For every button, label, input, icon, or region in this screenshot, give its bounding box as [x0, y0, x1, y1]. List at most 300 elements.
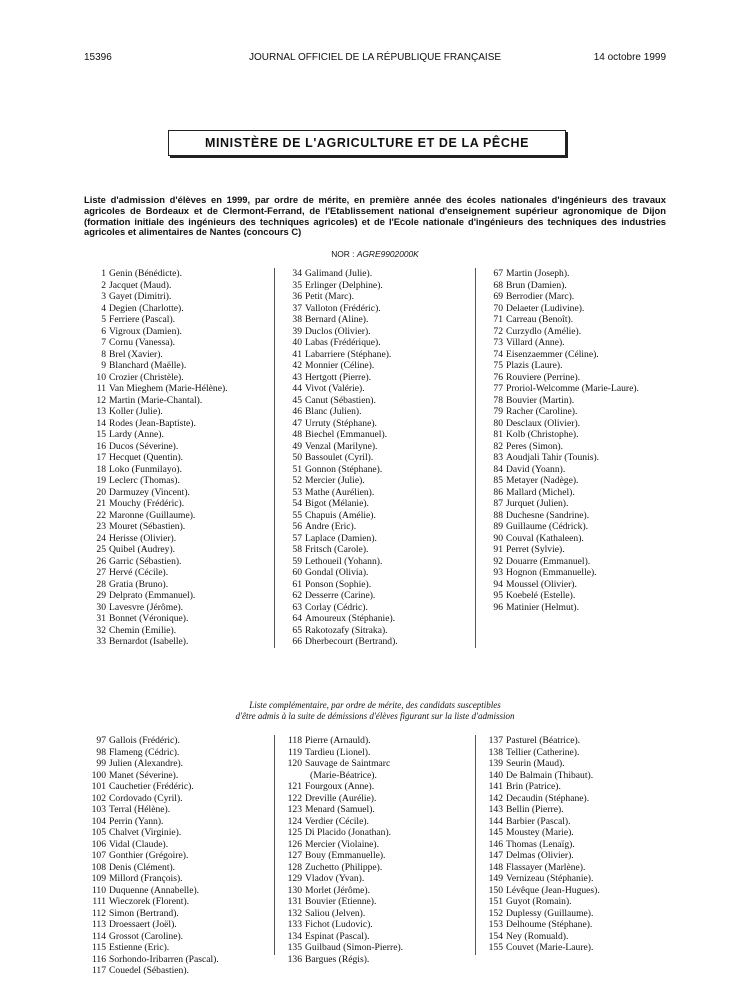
- list-item: [280, 793, 470, 805]
- list-item: [84, 326, 269, 338]
- list-item: [84, 349, 269, 361]
- list-item: [84, 372, 269, 384]
- list-item: [280, 395, 470, 407]
- candidate-name: Couval (Kathaleen).: [506, 532, 584, 544]
- rank-number: 3: [101, 291, 106, 302]
- list-item: [280, 521, 470, 533]
- rank-number: 32: [96, 624, 106, 636]
- rank-number: 97: [96, 735, 106, 746]
- rank-number: 14: [96, 417, 106, 429]
- list-item: [280, 441, 470, 453]
- candidate-name: Duclos (Olivier).: [305, 325, 371, 337]
- candidate-name: Mathe (Aurélien).: [305, 486, 375, 498]
- rank-number: 79: [493, 406, 503, 417]
- rank-number: 28: [96, 578, 106, 590]
- candidate-name: Hognon (Emmanuelle).: [506, 567, 597, 578]
- list-item: [481, 498, 671, 510]
- rank-number: 107: [91, 850, 106, 861]
- list-item: [481, 326, 671, 338]
- list-item: [84, 942, 269, 954]
- list-item: [280, 839, 470, 851]
- list-item: [481, 303, 671, 315]
- candidate-name: Millord (François).: [109, 873, 183, 884]
- candidate-name: Kolb (Christophe).: [506, 429, 579, 440]
- candidate-name: Manet (Séverine).: [109, 769, 179, 781]
- rank-number: 22: [96, 509, 106, 521]
- rank-number: 142: [488, 792, 503, 804]
- rank-number: 131: [287, 896, 302, 907]
- list-item: [280, 919, 470, 931]
- rank-number: 30: [96, 601, 106, 613]
- list-item: [84, 475, 269, 487]
- rank-number: 143: [488, 804, 503, 815]
- list-item: [280, 590, 470, 602]
- rank-number: 65: [292, 624, 302, 636]
- candidate-name: Blanc (Julien).: [305, 406, 362, 417]
- list-item: [481, 804, 671, 816]
- list-item: [481, 452, 671, 464]
- list-item: [280, 602, 470, 614]
- rank-number: 123: [287, 804, 302, 815]
- list-item: [84, 781, 269, 793]
- candidate-name: Di Placido (Jonathan).: [305, 827, 392, 838]
- rank-number: 16: [96, 440, 106, 452]
- candidate-name: Pasturel (Béatrice).: [506, 735, 581, 746]
- list-item: [280, 268, 470, 280]
- rank-number: 19: [96, 475, 106, 486]
- list-item: [84, 556, 269, 568]
- list-item: [84, 521, 269, 533]
- candidate-name: Bernardot (Isabelle).: [109, 636, 189, 647]
- rank-number: 147: [488, 850, 503, 861]
- list-item: [280, 885, 470, 897]
- list-item: [280, 613, 470, 625]
- rank-number: 26: [96, 555, 106, 567]
- candidate-name: Proriol-Welcomme (Marie-Laure).: [506, 383, 639, 394]
- candidate-name: Degien (Charlotte).: [109, 302, 184, 314]
- candidate-name: Wieczorek (Florent).: [109, 896, 190, 907]
- candidate-name: Bouvier (Martin).: [506, 394, 575, 406]
- candidate-name: Berrodier (Marc).: [506, 291, 575, 302]
- list-item: [84, 441, 269, 453]
- list-item: [84, 896, 269, 908]
- rank-number: 87: [493, 498, 503, 509]
- rank-number: 152: [488, 907, 503, 919]
- rank-number: 13: [96, 406, 106, 417]
- candidate-name: Terral (Hélène).: [109, 804, 171, 815]
- candidate-name: Duchesne (Sandrine).: [506, 509, 590, 521]
- candidate-name: Vidal (Claude).: [109, 838, 169, 850]
- rank-number: 90: [493, 532, 503, 544]
- rank-number: 34: [292, 268, 302, 279]
- list-item: [280, 452, 470, 464]
- rank-number: 128: [287, 861, 302, 873]
- candidate-name: Dherbecourt (Bertrand).: [305, 636, 398, 647]
- candidate-name: Canut (Sébastien).: [305, 394, 376, 406]
- list-item: [481, 268, 671, 280]
- list-item: [84, 337, 269, 349]
- list-item: [280, 850, 470, 862]
- candidate-name: Tardieu (Lionel).: [305, 746, 371, 758]
- rank-number: 133: [287, 919, 302, 930]
- list-item: [84, 862, 269, 874]
- list-item: [280, 556, 470, 568]
- candidate-name: Fritsch (Carole).: [305, 544, 369, 555]
- list-item: [280, 827, 470, 839]
- rank-number: 151: [488, 896, 503, 907]
- list-item: [84, 590, 269, 602]
- list-item: [481, 337, 671, 349]
- candidate-name: Perrin (Yann).: [109, 815, 164, 827]
- candidate-name: Bernard (Aline).: [305, 314, 369, 325]
- rank-number: 139: [488, 758, 503, 769]
- column-divider: [475, 735, 476, 955]
- candidate-name: Rodes (Jean-Baptiste).: [109, 417, 196, 429]
- rank-number: 99: [96, 758, 106, 769]
- list-item: [84, 885, 269, 897]
- list-item: [280, 781, 470, 793]
- rank-number: 49: [292, 440, 302, 452]
- list-item: [84, 850, 269, 862]
- candidate-name: Grossot (Caroline).: [109, 930, 184, 942]
- candidate-name: Lardy (Anne).: [109, 429, 164, 440]
- candidate-name: Zuchetto (Philippe).: [305, 861, 383, 873]
- rank-number: 112: [91, 907, 106, 919]
- list-item: [84, 636, 269, 648]
- list-item: [84, 625, 269, 637]
- list-item: [481, 349, 671, 361]
- candidate-name: Bouy (Emmanuelle).: [305, 850, 386, 861]
- candidate-name: Leclerc (Thomas).: [109, 475, 180, 486]
- rank-number: 138: [488, 746, 503, 758]
- rank-number: 73: [493, 337, 503, 348]
- candidate-name: Thomas (Lenaïg).: [506, 838, 575, 850]
- candidate-name: Guilbaud (Simon-Pierre).: [305, 942, 404, 953]
- candidate-name: Laplace (Damien).: [305, 532, 377, 544]
- rank-number: 155: [488, 942, 503, 953]
- list-item: [280, 625, 470, 637]
- rank-number: 103: [91, 804, 106, 815]
- rank-number: 120: [287, 758, 302, 769]
- candidate-name: Droessaert (Joël).: [109, 919, 177, 930]
- list-item: [481, 850, 671, 862]
- candidate-name: Saliou (Jelven).: [305, 907, 366, 919]
- list-item: [481, 590, 671, 602]
- rank-number: 93: [493, 567, 503, 578]
- rank-number: 61: [292, 578, 302, 590]
- rank-number: 130: [287, 884, 302, 896]
- list-item: [481, 758, 671, 770]
- rank-number: 44: [292, 383, 302, 394]
- candidate-name: Gondal (Olivia).: [305, 567, 369, 578]
- rank-number: 52: [292, 475, 302, 486]
- list-item: [481, 839, 671, 851]
- rank-number: 100: [91, 769, 106, 781]
- list-item: [280, 873, 470, 885]
- list-item: [280, 280, 470, 292]
- list-item: [280, 326, 470, 338]
- list-item: [481, 487, 671, 499]
- list-item: [481, 395, 671, 407]
- list-item: [481, 781, 671, 793]
- page-number: 15396: [84, 52, 112, 63]
- list-item: [84, 395, 269, 407]
- list-item: [280, 498, 470, 510]
- rank-number: 38: [292, 314, 302, 325]
- rank-number: 122: [287, 792, 302, 804]
- candidate-name: Crozier (Christèle).: [109, 371, 184, 383]
- rank-number: 119: [287, 746, 302, 758]
- candidate-name: Brun (Damien).: [506, 279, 567, 291]
- rank-number: 101: [91, 781, 106, 792]
- candidate-name: Rakotozafy (Sitraka).: [305, 624, 388, 636]
- rank-number: 71: [493, 314, 503, 325]
- rank-number: 78: [493, 394, 503, 406]
- rank-number: 81: [493, 429, 503, 440]
- rank-number: 5: [101, 314, 106, 325]
- rank-number: 91: [493, 544, 503, 555]
- list-item: [481, 372, 671, 384]
- list-item: [481, 747, 671, 759]
- rank-number: 18: [96, 463, 106, 475]
- list-item: [84, 770, 269, 782]
- list-item: [280, 303, 470, 315]
- list-item: [84, 567, 269, 579]
- list-item: [481, 314, 671, 326]
- candidate-name: Gallois (Frédéric).: [109, 735, 180, 746]
- rank-number: 82: [493, 440, 503, 452]
- candidate-name: Seurin (Maud).: [506, 758, 565, 769]
- rank-number: 11: [96, 383, 106, 394]
- list-item: [280, 896, 470, 908]
- candidate-name: Hertgott (Pierre).: [305, 371, 372, 383]
- rank-number: 24: [96, 532, 106, 544]
- list-item: [84, 510, 269, 522]
- rank-number: 47: [292, 417, 302, 429]
- list-item-continuation: (Marie-Béatrice).: [310, 769, 377, 781]
- candidate-name: Valloton (Frédéric).: [305, 302, 381, 314]
- list-item: [280, 954, 470, 966]
- rank-number: 92: [493, 555, 503, 567]
- list-item: [84, 931, 269, 943]
- complementary-list-heading: [84, 700, 666, 722]
- candidate-name: Simon (Bertrand).: [109, 907, 179, 919]
- candidate-name: Moussel (Olivier).: [506, 578, 577, 590]
- rank-number: 53: [292, 486, 302, 498]
- list-item: [481, 441, 671, 453]
- admission-column-3: [481, 268, 671, 613]
- list-item: [481, 793, 671, 805]
- column-divider: [475, 268, 476, 648]
- candidate-name: Delhoume (Stéphane).: [506, 919, 593, 930]
- ministry-title-box: [168, 130, 566, 156]
- rank-number: 56: [292, 521, 302, 532]
- rank-number: 86: [493, 486, 503, 498]
- rank-number: 115: [91, 942, 106, 953]
- candidate-name: Andre (Eric).: [305, 521, 357, 532]
- candidate-name: Lethoueil (Yohann).: [305, 555, 383, 567]
- list-item: [481, 931, 671, 943]
- rank-number: 35: [292, 279, 302, 291]
- candidate-name: Labas (Frédérique).: [305, 337, 381, 348]
- rank-number: 125: [287, 827, 302, 838]
- rank-number: 135: [287, 942, 302, 953]
- rank-number: 116: [91, 953, 106, 965]
- list-item: [280, 418, 470, 430]
- list-item: [481, 862, 671, 874]
- rank-number: 50: [292, 452, 302, 463]
- candidate-name: Peres (Simon).: [506, 440, 564, 452]
- candidate-name: Lavesvre (Jérôme).: [109, 601, 184, 613]
- rank-number: 2: [101, 279, 106, 291]
- list-item: [84, 965, 269, 977]
- publication-date: 14 octobre 1999: [593, 52, 666, 63]
- list-item: [481, 908, 671, 920]
- rank-number: 134: [287, 930, 302, 942]
- list-item: [84, 919, 269, 931]
- list-item: [280, 510, 470, 522]
- candidate-name: Urruty (Stéphane).: [305, 417, 377, 429]
- list-item: [481, 544, 671, 556]
- rank-number: 104: [91, 815, 106, 827]
- list-item: [84, 827, 269, 839]
- rank-number: 64: [292, 613, 302, 624]
- rank-number: 149: [488, 873, 503, 884]
- rank-number: 1: [101, 268, 106, 279]
- candidate-name: Corlay (Cédric).: [305, 601, 368, 613]
- list-item: [84, 452, 269, 464]
- candidate-name: Duplessy (Guillaume).: [506, 907, 594, 919]
- rank-number: 43: [292, 371, 302, 383]
- candidate-name: Martin (Marie-Chantal).: [109, 394, 203, 406]
- rank-number: 148: [488, 861, 503, 873]
- rank-number: 36: [292, 291, 302, 302]
- complementary-column-1: [84, 735, 269, 977]
- admission-column-1: [84, 268, 269, 648]
- list-item: [84, 873, 269, 885]
- rank-number: 126: [287, 838, 302, 850]
- list-item: [280, 758, 470, 770]
- rank-number: 88: [493, 509, 503, 521]
- list-item: [84, 291, 269, 303]
- candidate-name: Decaudin (Stéphane).: [506, 792, 590, 804]
- list-item: [481, 510, 671, 522]
- rank-number: 57: [292, 532, 302, 544]
- rank-number: 12: [96, 394, 106, 406]
- list-item: [280, 862, 470, 874]
- candidate-name: Estienne (Eric).: [109, 942, 170, 953]
- list-item: [84, 602, 269, 614]
- list-item: [280, 636, 470, 648]
- rank-number: 108: [91, 861, 106, 873]
- rank-number: 9: [101, 360, 106, 371]
- rank-number: 145: [488, 827, 503, 838]
- candidate-name: Aoudjali Tahir (Tounis).: [506, 452, 600, 463]
- candidate-name: Jurquet (Julien).: [506, 498, 569, 509]
- candidate-name: Mercier (Julie).: [305, 475, 365, 486]
- rank-number: 76: [493, 371, 503, 383]
- rank-number: 40: [292, 337, 302, 348]
- candidate-name: Villard (Anne).: [506, 337, 565, 348]
- candidate-name: Couedel (Sébastien).: [109, 965, 189, 976]
- candidate-name: Verdier (Cécile).: [305, 815, 369, 827]
- list-item: [280, 314, 470, 326]
- rank-number: 17: [96, 452, 106, 463]
- rank-number: 58: [292, 544, 302, 555]
- rank-number: 54: [292, 498, 302, 509]
- rank-number: 141: [488, 781, 503, 792]
- list-item: [84, 383, 269, 395]
- rank-number: 10: [96, 371, 106, 383]
- candidate-name: Douarre (Emmanuel).: [506, 555, 591, 567]
- candidate-name: Julien (Alexandre).: [109, 758, 184, 769]
- rank-number: 118: [287, 735, 302, 746]
- rank-number: 55: [292, 509, 302, 521]
- candidate-name: Erlinger (Delphine).: [305, 279, 383, 291]
- list-item: [84, 429, 269, 441]
- candidate-name: Bonnet (Véronique).: [109, 613, 189, 624]
- list-item: [481, 602, 671, 614]
- rank-number: 146: [488, 838, 503, 850]
- intro-paragraph: Liste d'admission d'élèves en 1999, par ordre de mérite, en première année des écoles nationales d'ingénieurs des travaux agricoles de Bordeaux et de Clermont-Ferrand, de l'Etablissement national d'enseignement supérieur agronomique de Dijon (formation initiale des ingénieurs des techniques agricoles) et de l'Ecole nationale d'ingénieurs des techniques des industries agricoles et alimentaires de Nantes (concours C): [84, 194, 666, 238]
- list-item: [280, 383, 470, 395]
- candidate-name: Koebelé (Estelle).: [506, 590, 576, 601]
- rank-number: 121: [287, 781, 302, 792]
- list-item: [481, 533, 671, 545]
- candidate-name: Rouviere (Perrine).: [506, 371, 581, 383]
- list-item: [84, 464, 269, 476]
- complementary-heading-line-1: Liste complémentaire, par ordre de mérite, des candidats susceptibles: [249, 700, 501, 710]
- rank-number: 153: [488, 919, 503, 930]
- rank-number: 75: [493, 360, 503, 371]
- list-item: [481, 896, 671, 908]
- rank-number: 42: [292, 360, 302, 371]
- rank-number: 83: [493, 452, 503, 463]
- list-item: [84, 268, 269, 280]
- candidate-name: Menard (Samuel).: [305, 804, 375, 815]
- rank-number: 72: [493, 325, 503, 337]
- list-item: [84, 314, 269, 326]
- ministry-title: MINISTÈRE DE L'AGRICULTURE ET DE LA PÊCHE: [204, 136, 530, 150]
- candidate-name: Bellin (Pierre).: [506, 804, 564, 815]
- rank-number: 46: [292, 406, 302, 417]
- list-item: [481, 942, 671, 954]
- candidate-name: Perret (Sylvie).: [506, 544, 565, 555]
- candidate-name: Delmas (Olivier).: [506, 850, 574, 861]
- candidate-name: Hervé (Cécile).: [109, 567, 169, 578]
- rank-number: 66: [292, 636, 302, 647]
- list-item: [280, 372, 470, 384]
- complementary-column-2: [280, 735, 470, 965]
- list-item: [280, 579, 470, 591]
- list-item: [280, 464, 470, 476]
- rank-number: 62: [292, 590, 302, 601]
- rank-number: 85: [493, 475, 503, 486]
- candidate-name: Matinier (Helmut).: [506, 601, 579, 613]
- list-item: [280, 544, 470, 556]
- rank-number: 6: [101, 325, 106, 337]
- candidate-name: Gratia (Bruno).: [109, 578, 169, 590]
- list-item: [280, 360, 470, 372]
- candidate-name: Martin (Joseph).: [506, 268, 570, 279]
- rank-number: 117: [91, 965, 106, 976]
- list-item: [84, 544, 269, 556]
- candidate-name: Curzydlo (Amélie).: [506, 325, 582, 337]
- candidate-name: Van Mieghem (Marie-Hélène).: [109, 383, 228, 394]
- candidate-name: Ponson (Sophie).: [305, 578, 372, 590]
- candidate-name: Blanchard (Maëlle).: [109, 360, 187, 371]
- list-item: [481, 429, 671, 441]
